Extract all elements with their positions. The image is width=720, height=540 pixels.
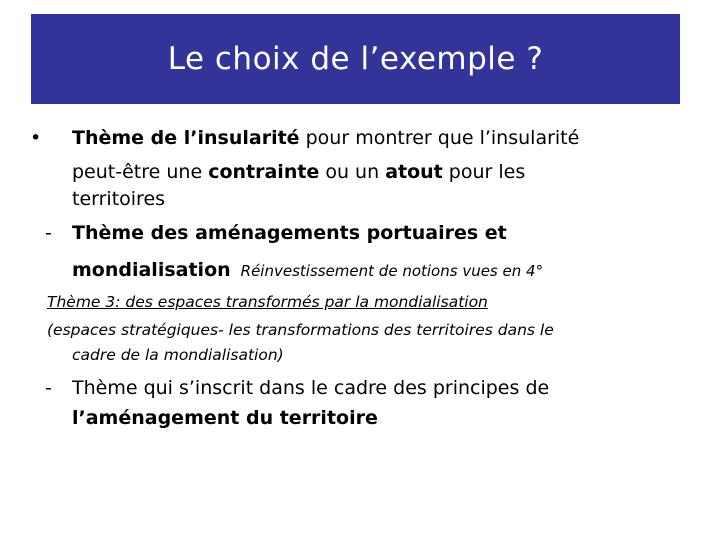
bullet-1-line-2 — [72, 160, 525, 184]
bullet-2-line-1: Thème des aménagements portuaires et — [72, 222, 507, 244]
note-line-1: Thème 3: des espaces transformés par la mondialisation — [47, 293, 488, 311]
bullet-1-bold-contrainte: contrainte — [208, 161, 320, 183]
note-line-2: (espaces stratégiques- les transformations des territoires dans le — [47, 321, 554, 339]
bullet-3-line-1: Thème qui s’inscrit dans le cadre des principes de — [72, 377, 550, 399]
bullet-3-line-2: l’aménagement du territoire — [72, 407, 378, 429]
bullet-1-bold-theme: Thème de l’insularité — [72, 127, 300, 149]
note-line-3: cadre de la mondialisation) — [72, 346, 284, 364]
bullet-1-text-c: pour les — [442, 161, 526, 183]
bullet-1-line-3: territoires — [72, 188, 166, 210]
bullet-1-bold-atout: atout — [385, 161, 443, 183]
slide-title: Le choix de l’exemple ? — [167, 41, 544, 77]
bullet-2-bold-mondialisation: mondialisation — [72, 259, 231, 281]
bullet-1-line-1 — [72, 126, 579, 150]
bullet-marker-1: • — [30, 127, 42, 149]
bullet-2-line-2 — [72, 258, 543, 283]
bullet-1-text: pour montrer que l’insularité — [299, 127, 580, 149]
bullet-1-text-a: peut-être une — [72, 161, 209, 183]
bullet-1-text-b: ou un — [319, 161, 386, 183]
title-banner — [31, 14, 680, 104]
bullet-marker-3: - — [45, 377, 52, 399]
bullet-marker-2: - — [45, 222, 52, 244]
bullet-2-note: Réinvestissement de notions vues en 4° — [240, 262, 544, 280]
